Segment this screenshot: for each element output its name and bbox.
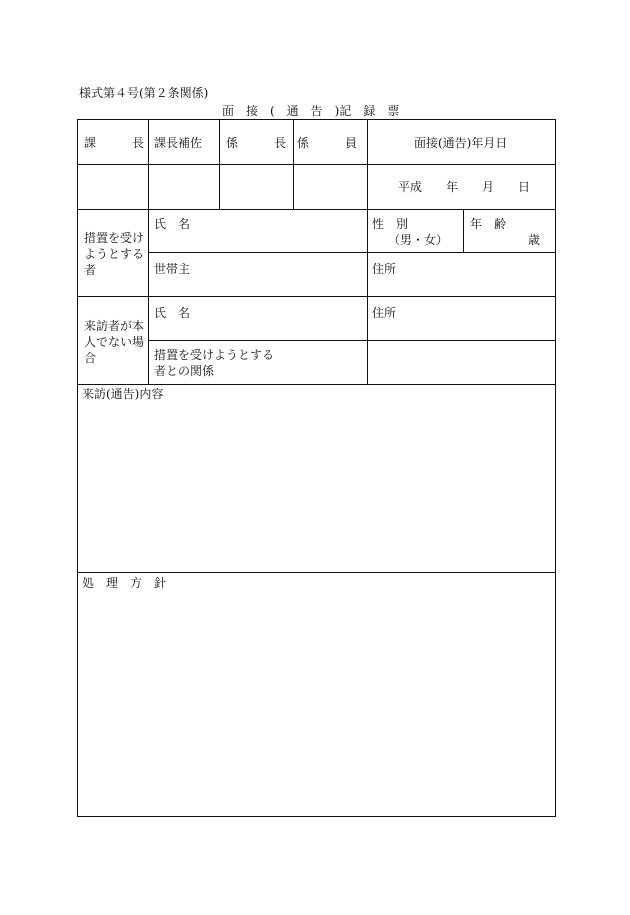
visit-content-heading: 来訪(通告)内容 <box>82 387 164 401</box>
rule-visitor-mid <box>148 340 555 341</box>
form-number-label: 様式第４号(第２条関係) <box>79 86 209 100</box>
rule-col-3 <box>293 120 294 209</box>
visitor-heading: 来訪者が本人でない場合 <box>84 319 145 365</box>
rule-col-1 <box>148 120 149 384</box>
subject-gender-options[interactable]: （男・女） <box>388 233 449 247</box>
rule-col-2 <box>219 120 220 209</box>
form-title: 面 接 ( 通 告 )記 録 票 <box>222 104 400 118</box>
handling-policy-area[interactable] <box>79 593 554 815</box>
rule-stamp-row <box>78 209 555 210</box>
subject-gender-label: 性 別 <box>372 217 409 231</box>
rule-subject-mid <box>148 252 555 253</box>
subject-age-label: 年 齢 <box>470 217 507 231</box>
rule-col-4 <box>367 120 368 384</box>
section-chief-label: 課 長 <box>84 136 145 150</box>
subject-address-label: 住所 <box>372 262 397 276</box>
subject-heading: 措置を受けようとする者 <box>84 231 145 277</box>
record-form-table <box>77 119 556 817</box>
interview-date-value[interactable]: 平成 年 月 日 <box>398 180 531 194</box>
rule-content-bottom <box>78 572 555 573</box>
visitor-name-label: 氏 名 <box>154 306 191 320</box>
visitor-address-label: 住所 <box>372 306 397 320</box>
subject-age-unit: 歳 <box>528 233 541 247</box>
rule-subject-bottom <box>78 296 555 297</box>
subject-household-head-label: 世帯主 <box>154 262 191 276</box>
handling-policy-heading: 処 理 方 針 <box>82 576 167 590</box>
rule-approval-row <box>78 164 555 165</box>
rule-visitor-bottom <box>78 384 555 385</box>
visitor-relationship-label: 措置を受けようとする者との関係 <box>154 348 275 378</box>
staff-label: 係 員 <box>297 136 358 150</box>
unit-chief-label: 係 長 <box>226 136 287 150</box>
rule-col-age <box>463 209 464 252</box>
visit-content-area[interactable] <box>79 404 554 570</box>
subject-name-label: 氏 名 <box>154 217 191 231</box>
interview-date-heading: 面接(通告)年月日 <box>414 136 508 150</box>
assistant-chief-label: 課長補佐 <box>154 136 203 150</box>
